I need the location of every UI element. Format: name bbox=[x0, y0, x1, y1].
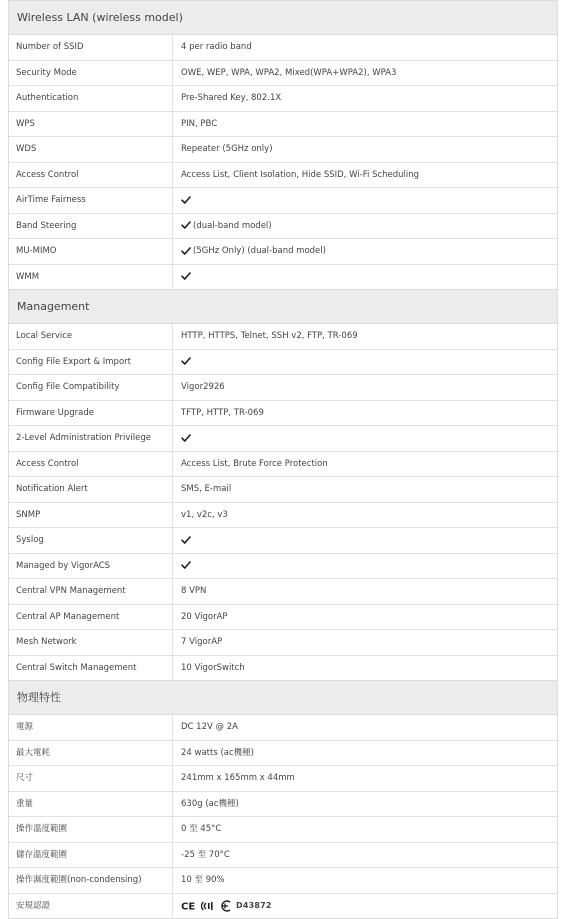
spec-label: 電源 bbox=[9, 715, 173, 740]
spec-label: Firmware Upgrade bbox=[9, 401, 173, 426]
spec-row bbox=[9, 792, 557, 818]
spec-label: Access Control bbox=[9, 452, 173, 477]
spec-value-cell bbox=[173, 715, 557, 740]
spec-label: 儲存溫度範圍 bbox=[9, 843, 173, 868]
spec-label: AirTime Fairness bbox=[9, 188, 173, 213]
spec-value-cell bbox=[173, 86, 557, 111]
spec-row bbox=[9, 324, 557, 350]
spec-row bbox=[9, 605, 557, 631]
spec-row bbox=[9, 741, 557, 767]
spec-row bbox=[9, 843, 557, 869]
spec-label: WPS bbox=[9, 112, 173, 137]
spec-row bbox=[9, 35, 557, 61]
spec-label: MU-MIMO bbox=[9, 239, 173, 264]
spec-value-cell bbox=[173, 265, 557, 290]
spec-row bbox=[9, 452, 557, 478]
spec-label: Access Control bbox=[9, 163, 173, 188]
spec-row bbox=[9, 894, 557, 919]
spec-row bbox=[9, 375, 557, 401]
spec-label: Band Steering bbox=[9, 214, 173, 239]
spec-label: WMM bbox=[9, 265, 173, 290]
spec-row bbox=[9, 214, 557, 240]
spec-value-cell bbox=[173, 401, 557, 426]
spec-value: Access List, Client Isolation, Hide SSID, Wi-Fi Scheduling bbox=[181, 169, 420, 180]
spec-row bbox=[9, 579, 557, 605]
spec-value: (dual-band model) bbox=[193, 220, 272, 231]
spec-label: 操作濕度範圍(non-condensing) bbox=[9, 868, 173, 893]
spec-label: Managed by VigorACS bbox=[9, 554, 173, 579]
spec-label: Notification Alert bbox=[9, 477, 173, 502]
spec-row bbox=[9, 868, 557, 894]
spec-value-cell bbox=[173, 528, 557, 553]
spec-value: 24 watts (ac機種) bbox=[181, 747, 254, 758]
spec-value-cell bbox=[173, 188, 557, 213]
spec-value: TFTP, HTTP, TR-069 bbox=[181, 407, 264, 418]
spec-row bbox=[9, 350, 557, 376]
spec-row bbox=[9, 112, 557, 138]
spec-value-cell bbox=[173, 817, 557, 842]
spec-value-cell bbox=[173, 324, 557, 349]
ce-mark-icon bbox=[181, 900, 197, 911]
spec-label: 安規認證 bbox=[9, 894, 173, 919]
spec-value-cell bbox=[173, 375, 557, 400]
spec-label: Config File Export & Import bbox=[9, 350, 173, 375]
spec-row bbox=[9, 61, 557, 87]
spec-label: Mesh Network bbox=[9, 630, 173, 655]
spec-value: DC 12V @ 2A bbox=[181, 722, 238, 732]
spec-value-cell bbox=[173, 630, 557, 655]
spec-label: Security Mode bbox=[9, 61, 173, 86]
spec-value-cell bbox=[173, 894, 557, 919]
spec-label: Central Switch Management bbox=[9, 656, 173, 681]
spec-value: 0 至 45°C bbox=[181, 824, 222, 834]
spec-value: 4 per radio band bbox=[181, 42, 252, 52]
spec-label: 2-Level Administration Privilege bbox=[9, 426, 173, 451]
spec-label: Central AP Management bbox=[9, 605, 173, 630]
spec-value: Vigor2926 bbox=[181, 382, 225, 392]
spec-value-cell bbox=[173, 477, 557, 502]
spec-section bbox=[8, 290, 558, 681]
spec-label: SNMP bbox=[9, 503, 173, 528]
spec-table bbox=[8, 0, 558, 919]
spec-value-cell bbox=[173, 112, 557, 137]
spec-label: WDS bbox=[9, 137, 173, 162]
check-icon bbox=[181, 433, 191, 443]
spec-label: 最大電耗 bbox=[9, 741, 173, 766]
spec-value: 241mm x 165mm x 44mm bbox=[181, 773, 295, 783]
spec-row bbox=[9, 528, 557, 554]
check-icon bbox=[181, 271, 191, 281]
spec-value: 20 VigorAP bbox=[181, 611, 228, 622]
spec-value-cell bbox=[173, 214, 557, 239]
bsmi-code: D43872 bbox=[236, 900, 272, 910]
spec-row bbox=[9, 265, 557, 290]
spec-row bbox=[9, 86, 557, 112]
spec-row bbox=[9, 656, 557, 681]
spec-value: Pre-Shared Key, 802.1X bbox=[181, 93, 282, 103]
spec-value-cell bbox=[173, 350, 557, 375]
spec-value: 7 VigorAP bbox=[181, 637, 223, 647]
check-icon bbox=[181, 246, 191, 256]
spec-value-cell bbox=[173, 426, 557, 451]
spec-value: 630g (ac機種) bbox=[181, 798, 239, 809]
spec-value-cell bbox=[173, 503, 557, 528]
spec-value: OWE, WEP, WPA, WPA2, Mixed(WPA+WPA2), WPA3 bbox=[181, 67, 397, 78]
spec-value-cell bbox=[173, 656, 557, 681]
spec-label: 操作溫度範圍 bbox=[9, 817, 173, 842]
check-icon bbox=[181, 220, 191, 230]
section-title: Wireless LAN (wireless model) bbox=[9, 1, 557, 35]
spec-label: Local Service bbox=[9, 324, 173, 349]
spec-value-cell bbox=[173, 137, 557, 162]
spec-value: 10 至 90% bbox=[181, 875, 225, 885]
spec-value: 8 VPN bbox=[181, 586, 207, 596]
spec-label: 重量 bbox=[9, 792, 173, 817]
spec-value-cell bbox=[173, 605, 557, 630]
spec-value: -25 至 70°C bbox=[181, 849, 230, 860]
spec-label: Number of SSID bbox=[9, 35, 173, 60]
check-icon bbox=[181, 195, 191, 205]
spec-value: PIN, PBC bbox=[181, 118, 218, 129]
svg-text:CE: CE bbox=[181, 901, 196, 912]
spec-value: v1, v2c, v3 bbox=[181, 509, 228, 520]
spec-value-cell bbox=[173, 741, 557, 766]
spec-value: 10 VigorSwitch bbox=[181, 662, 245, 673]
spec-row bbox=[9, 817, 557, 843]
check-icon bbox=[181, 356, 191, 366]
spec-row bbox=[9, 554, 557, 580]
spec-value: SMS, E-mail bbox=[181, 484, 232, 494]
spec-row bbox=[9, 630, 557, 656]
spec-row bbox=[9, 137, 557, 163]
spec-section bbox=[8, 681, 558, 919]
spec-row bbox=[9, 239, 557, 265]
spec-value-cell bbox=[173, 843, 557, 868]
spec-row bbox=[9, 163, 557, 189]
spec-value-cell bbox=[173, 452, 557, 477]
section-title: 物理特性 bbox=[9, 681, 557, 715]
spec-value-cell bbox=[173, 579, 557, 604]
spec-label: Authentication bbox=[9, 86, 173, 111]
check-icon bbox=[181, 535, 191, 545]
spec-row bbox=[9, 401, 557, 427]
ncc-mark-icon bbox=[201, 900, 214, 912]
spec-label: 尺寸 bbox=[9, 766, 173, 791]
spec-value-cell bbox=[173, 792, 557, 817]
certification-marks bbox=[181, 894, 272, 919]
spec-value: Repeater (5GHz only) bbox=[181, 144, 273, 154]
spec-row bbox=[9, 766, 557, 792]
spec-value: HTTP, HTTPS, Telnet, SSH v2, FTP, TR-069 bbox=[181, 331, 358, 341]
spec-value-cell bbox=[173, 554, 557, 579]
spec-value-cell bbox=[173, 868, 557, 893]
spec-row bbox=[9, 426, 557, 452]
check-icon bbox=[181, 560, 191, 570]
spec-label: Syslog bbox=[9, 528, 173, 553]
spec-value-cell bbox=[173, 61, 557, 86]
spec-value-cell bbox=[173, 766, 557, 791]
spec-row bbox=[9, 715, 557, 741]
bsmi-mark-icon bbox=[218, 900, 232, 912]
spec-value-cell bbox=[173, 239, 557, 264]
spec-value: Access List, Brute Force Protection bbox=[181, 458, 328, 469]
spec-row bbox=[9, 188, 557, 214]
spec-value-cell bbox=[173, 163, 557, 188]
section-title: Management bbox=[9, 290, 557, 324]
spec-row bbox=[9, 503, 557, 529]
spec-section bbox=[8, 0, 558, 290]
spec-value-cell bbox=[173, 35, 557, 60]
spec-label: Central VPN Management bbox=[9, 579, 173, 604]
spec-label: Config File Compatibility bbox=[9, 375, 173, 400]
spec-row bbox=[9, 477, 557, 503]
spec-value: (5GHz Only) (dual-band model) bbox=[193, 246, 326, 256]
